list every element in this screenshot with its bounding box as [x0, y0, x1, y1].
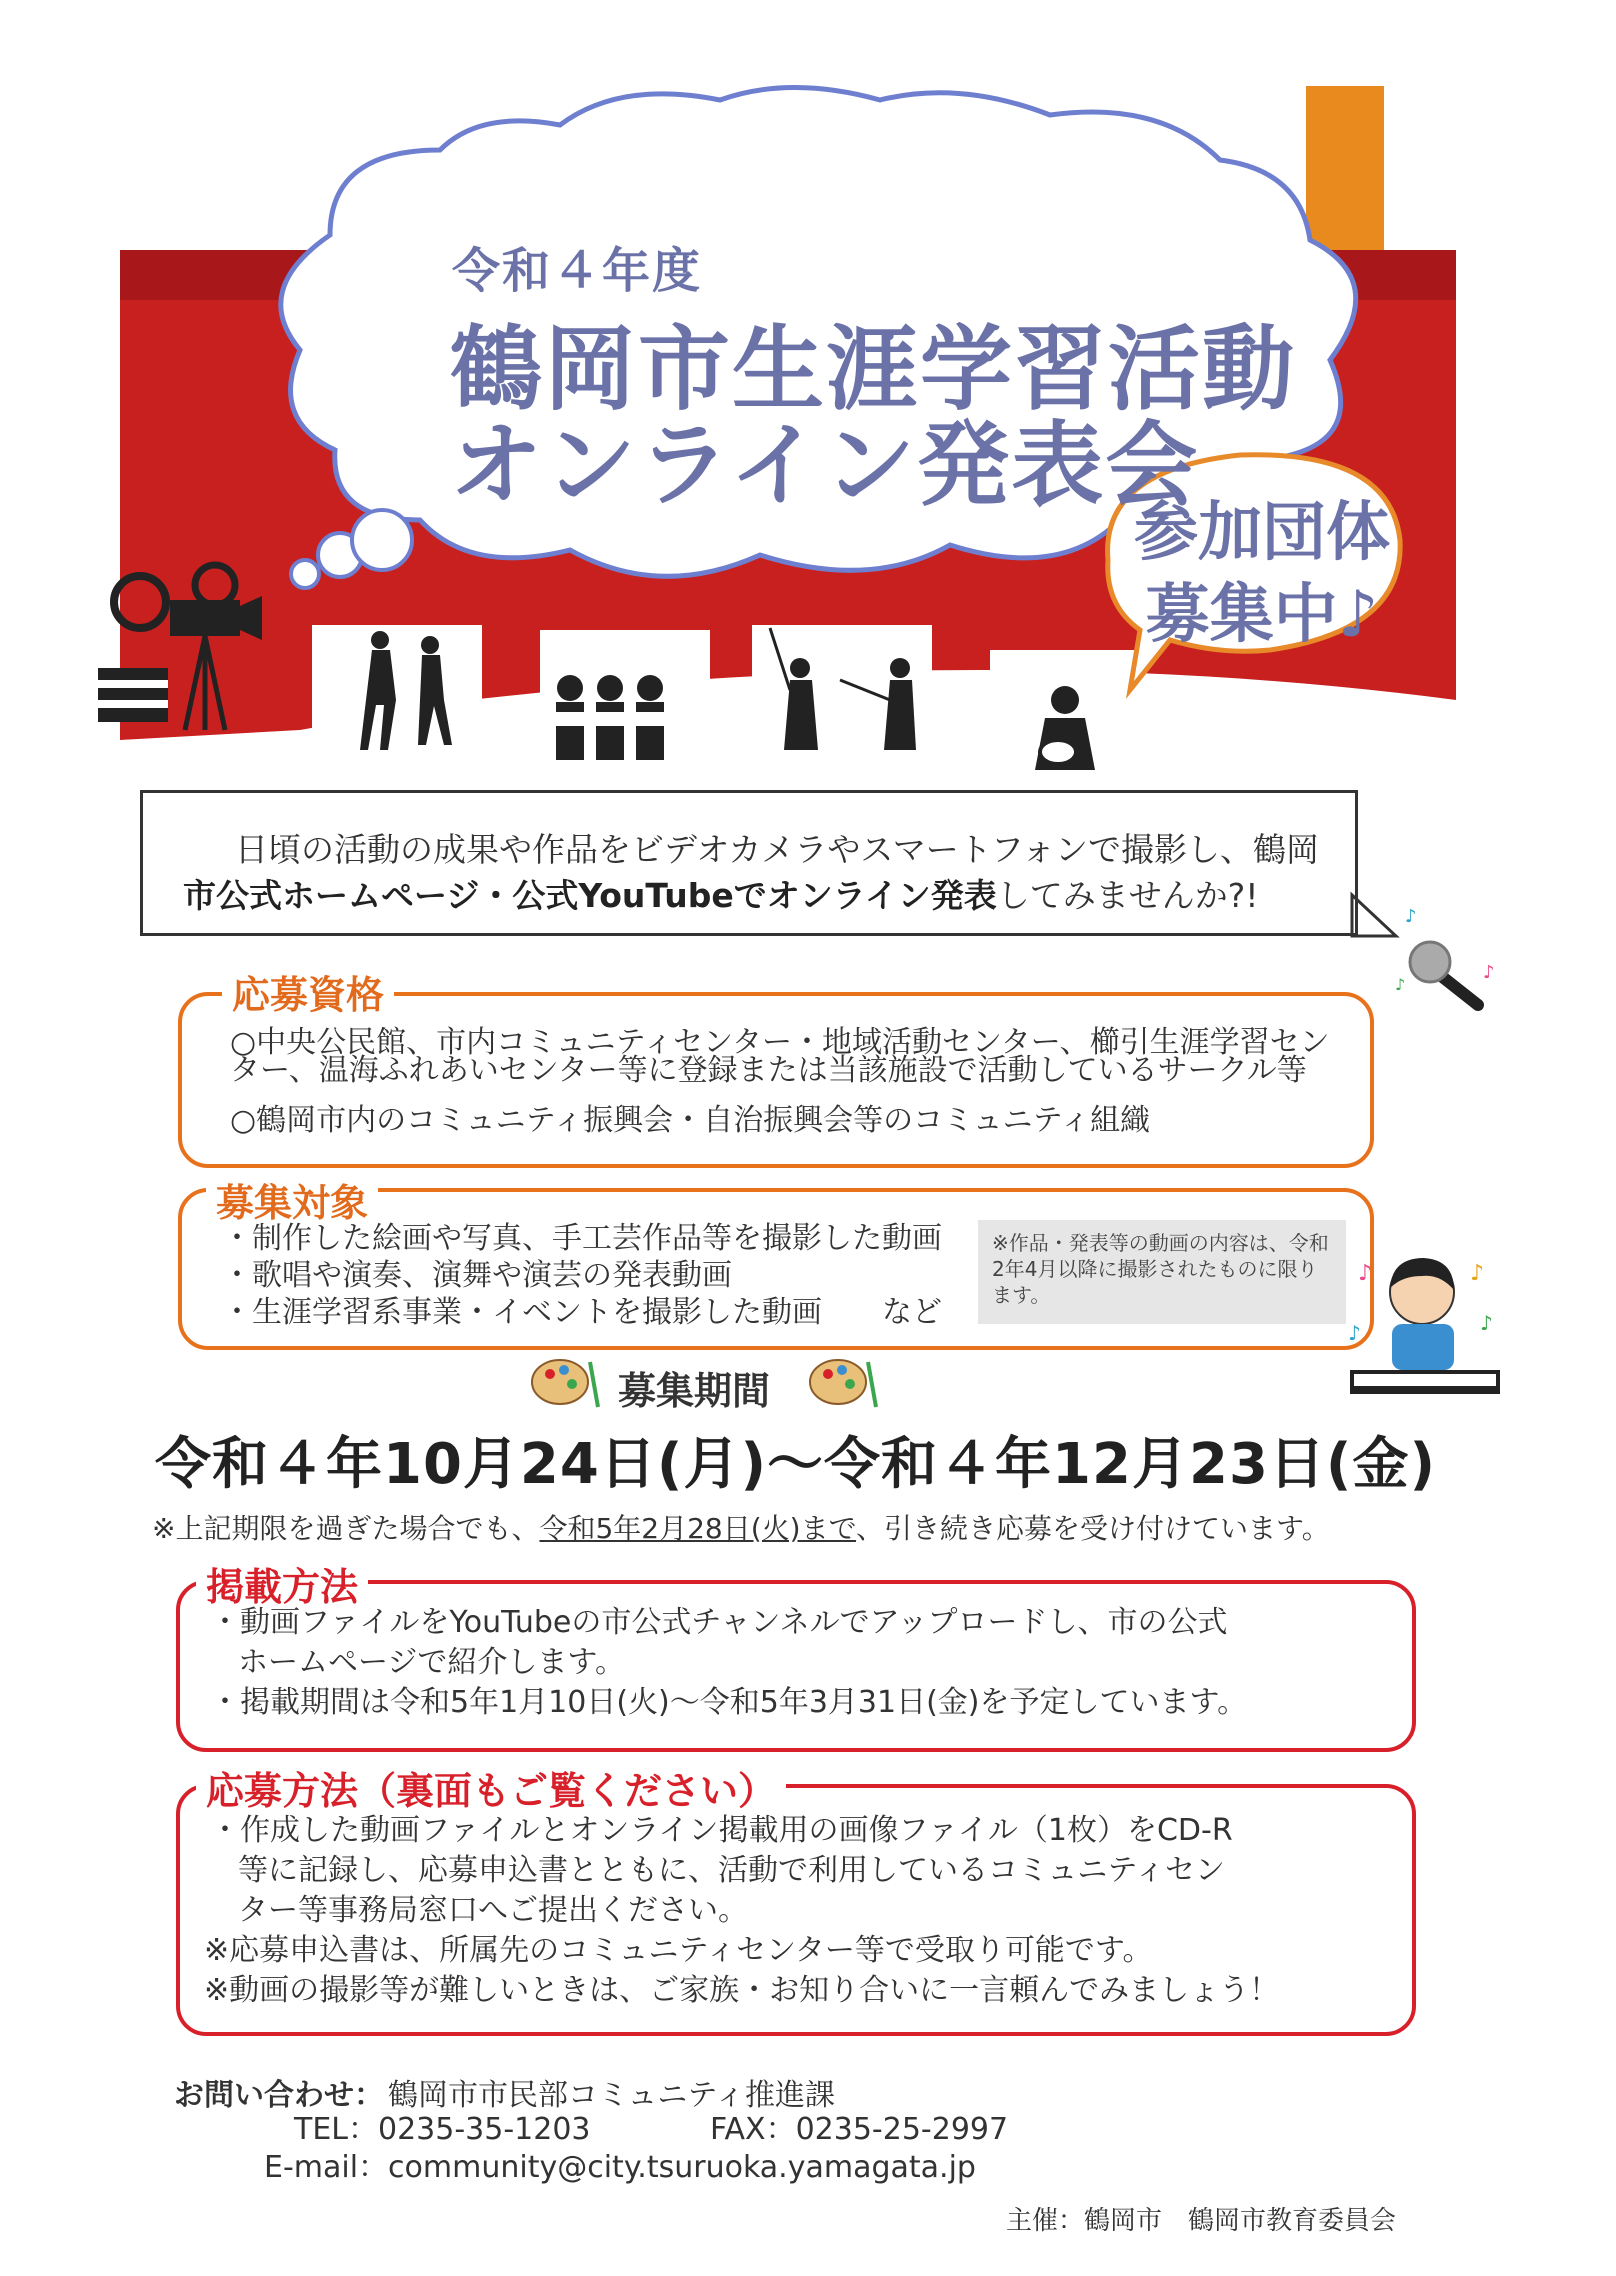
eligibility-item2: ○鶴岡市内のコミュニティ振興会・自治振興会等のコミュニティ組織 — [230, 1103, 1151, 1138]
eligibility-label: 応募資格 — [222, 964, 394, 1019]
publish-line2: ホームページで紹介します。 — [238, 1645, 625, 1680]
svg-text:♪: ♪ — [1405, 906, 1417, 927]
event-year: 令和４年度 — [452, 243, 703, 299]
contact-tel: TEL：0235-35-1203 — [294, 2112, 591, 2147]
target-label: 募集対象 — [206, 1172, 378, 1227]
svg-text:♪: ♪ — [1395, 975, 1406, 994]
period-note-post: 、引き続き応募を受け付けています。 — [856, 1512, 1330, 1545]
choir-silhouette-icon — [556, 675, 664, 760]
svg-text:♪: ♪ — [1348, 1321, 1361, 1345]
target-note: ※作品・発表等の動画の内容は、令和2年4月以降に撮影されたものに限ります。 — [978, 1220, 1346, 1324]
publish-label: 掲載方法 — [196, 1556, 368, 1611]
svg-text:♪: ♪ — [1470, 1261, 1485, 1286]
eligibility-item1-line1: ○中央公民館、市内コミュニティセンター・地域活動センター、櫛引生涯学習セン — [230, 1025, 1330, 1060]
event-title-line2: オンライン発表会 — [450, 412, 1200, 519]
period-label: 募集期間 — [618, 1369, 771, 1413]
event-title-line1: 鶴岡市生涯学習活動 — [450, 316, 1297, 423]
bubble-line1: 参加団体 — [1134, 496, 1390, 570]
svg-text:♪: ♪ — [1483, 962, 1495, 983]
intro-line2 — [183, 873, 1327, 919]
apply-label: 応募方法（裏面もご覧ください） — [196, 1760, 786, 1815]
contact-fax: FAX：0235-25-2997 — [710, 2112, 1009, 2147]
intro-line2-rest: してみませんか?! — [996, 876, 1259, 915]
recruiting-callout — [1112, 492, 1412, 656]
period-note-pre: ※上記期限を過ぎた場合でも、 — [152, 1512, 540, 1545]
apply-line3: ター等事務局窓口へご提出ください。 — [238, 1893, 748, 1928]
apply-line1: ・作成した動画ファイルとオンライン掲載用の画像ファイル（1枚）をCD-R — [210, 1813, 1233, 1848]
apply-line4: ※応募申込書は、所属先のコミュニティセンター等で受取り可能です。 — [204, 1933, 1153, 1968]
period-range: 令和４年10月24日(月)～令和４年12月23日(金) — [155, 1432, 1437, 1497]
contact-department: 鶴岡市市民部コミュニティ推進課 — [388, 2078, 835, 2113]
svg-text:♪: ♪ — [1358, 1261, 1373, 1286]
apply-line2: 等に記録し、応募申込書とともに、活動で利用しているコミュニティセン — [238, 1853, 1225, 1888]
period-note-deadline: 令和5年2月28日(火)まで — [539, 1512, 857, 1545]
contact-label: お問い合わせ： — [174, 2078, 384, 2113]
microphone-icon — [1395, 906, 1495, 1005]
intro-box — [140, 790, 1358, 936]
period-note — [152, 1510, 1330, 1548]
eligibility-item1-line2: ター、温海ふれあいセンター等に登録または当該施設で活動しているサークル等 — [230, 1053, 1307, 1088]
intro-line2-bold: 市公式ホームページ・公式YouTubeでオンライン発表 — [183, 876, 997, 915]
contact-email[interactable]: E-mail：community@city.tsuruoka.yamagata.jp — [264, 2150, 976, 2185]
palette-icon-left — [528, 1352, 610, 1412]
target-item-3: ・生涯学習系事業・イベントを撮影した動画 など — [222, 1295, 942, 1330]
apply-line5: ※動画の撮影等が難しいときは、ご家族・お知り合いに一言頼んでみましょう！ — [204, 1973, 1280, 2008]
organizer: 主催：鶴岡市 鶴岡市教育委員会 — [1006, 2206, 1397, 2236]
piano-boy-icon — [1340, 1240, 1510, 1410]
clapperboard-icon — [98, 668, 168, 722]
target-item-1: ・制作した絵画や写真、手工芸作品等を撮影した動画 — [222, 1221, 942, 1256]
publish-line3: ・掲載期間は令和5年1月10日(火)～令和5年3月31日(金)を予定しています。 — [210, 1685, 1248, 1720]
stage-panel-dance — [312, 625, 482, 755]
svg-text:♪: ♪ — [1480, 1311, 1493, 1335]
publish-line1: ・動画ファイルをYouTubeの市公式チャンネルでアップロードし、市の公式 — [210, 1605, 1228, 1640]
bubble-line2: 募集中♪ — [1145, 578, 1379, 652]
palette-icon-right — [806, 1352, 888, 1412]
intro-line1: 日頃の活動の成果や作品をビデオカメラやスマートフォンで撮影し、鶴岡 — [235, 830, 1320, 869]
target-item-2: ・歌唱や演奏、演舞や演芸の発表動画 — [222, 1258, 732, 1293]
